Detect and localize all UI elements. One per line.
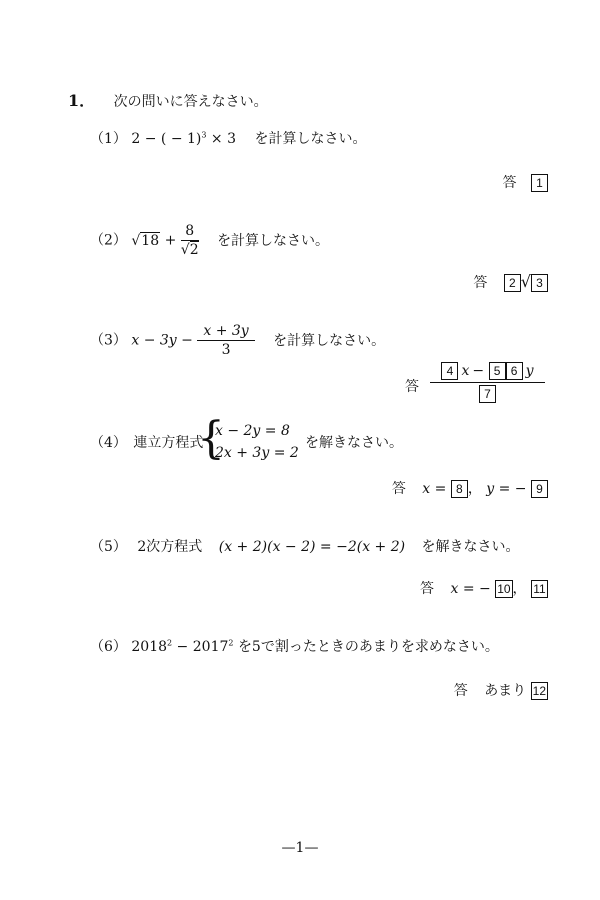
equation-2: 2x + 3y = 2 <box>215 445 299 461</box>
answer-box: 12 <box>532 684 546 698</box>
fraction-numerator: 8 <box>181 222 199 241</box>
equation-1: x − 2y = 8 <box>215 423 290 439</box>
problem-expression: x − 3y − <box>131 332 193 349</box>
answer-box: 10 <box>497 582 511 596</box>
answer-fraction-denominator <box>430 383 545 403</box>
problem-number: （1） <box>90 131 127 147</box>
answer-label: 答 <box>502 175 517 191</box>
answer-label: 答 <box>391 481 406 497</box>
answer-2 <box>473 272 548 292</box>
answer-5: 答 x = − 10 ， 11 <box>420 578 548 598</box>
problem-number: （5） <box>90 539 127 555</box>
answer-box: 4 <box>441 362 458 380</box>
problem-2 <box>90 222 329 259</box>
problem-instruction: を解きなさい。 <box>305 435 403 451</box>
problem-1 <box>90 128 366 148</box>
fraction <box>181 222 199 259</box>
problem-expression: 2 − ( − 1)$^3$ × 3 <box>131 130 237 147</box>
answer-box: 7 <box>479 385 496 403</box>
answer-box: 5 <box>489 362 506 380</box>
fraction <box>197 322 254 359</box>
answer-label: 答 <box>453 683 468 699</box>
fraction-numerator: x + 3y <box>197 322 254 341</box>
problem-instruction: を解きなさい。 <box>421 539 520 555</box>
fraction-denominator: √2 <box>180 242 199 258</box>
answer-4: 答 x = 8 ， y = − 9 <box>392 478 548 498</box>
question-number: 1． <box>68 91 96 110</box>
problem-equation: (x + 2)(x − 2) = −2(x + 2) <box>218 539 406 555</box>
problem-6 <box>90 636 499 656</box>
answer-box: 6 <box>506 362 523 380</box>
sqrt-expression: √18 <box>131 232 160 249</box>
answer-1 <box>503 172 548 192</box>
answer-box: 2 <box>504 274 521 292</box>
answer-word: あまり <box>484 683 527 699</box>
problem-3 <box>90 322 385 359</box>
sqrt-sign: √ <box>520 272 531 291</box>
simultaneous-equations <box>215 420 299 464</box>
answer-3 <box>430 362 545 403</box>
problem-number: （3） <box>90 332 127 349</box>
plus-sign: + <box>164 232 177 249</box>
answer-6 <box>454 680 548 700</box>
answer-label: 答 <box>473 275 488 291</box>
problem-5 <box>90 536 520 556</box>
question-title: 次の問いに答えなさい。 <box>113 94 268 110</box>
answer-box: 9 <box>531 480 548 498</box>
answer-box: 8 <box>451 480 468 498</box>
problem-expression: $2018^2 - 2017^2$ <box>131 638 234 655</box>
problem-4-number: （4） 連立方程式 <box>90 435 204 451</box>
question-header <box>68 88 268 111</box>
problem-instruction: を計算しなさい。 <box>217 232 330 249</box>
answer-3-label: 答 <box>405 379 419 395</box>
brace: { <box>197 413 225 464</box>
answer-box: 3 <box>531 274 548 292</box>
problem-instruction: を計算しなさい。 <box>273 332 386 349</box>
page-number: —1— <box>281 840 319 856</box>
answer-box: 11 <box>531 580 548 598</box>
problem-number: （2） <box>90 232 127 249</box>
problem-number: （6） <box>90 639 127 655</box>
problem-instruction: を5で割ったときのあまりを求めなさい。 <box>237 639 499 655</box>
problem-instruction: を計算しなさい。 <box>254 131 367 147</box>
answer-box: 1 <box>531 174 548 192</box>
answer-fraction-numerator: 4 x − 5 6 y <box>430 362 545 383</box>
fraction-denominator: 3 <box>221 342 231 358</box>
answer-label: 答 <box>420 581 435 597</box>
problem-label: 2次方程式 <box>137 539 203 555</box>
